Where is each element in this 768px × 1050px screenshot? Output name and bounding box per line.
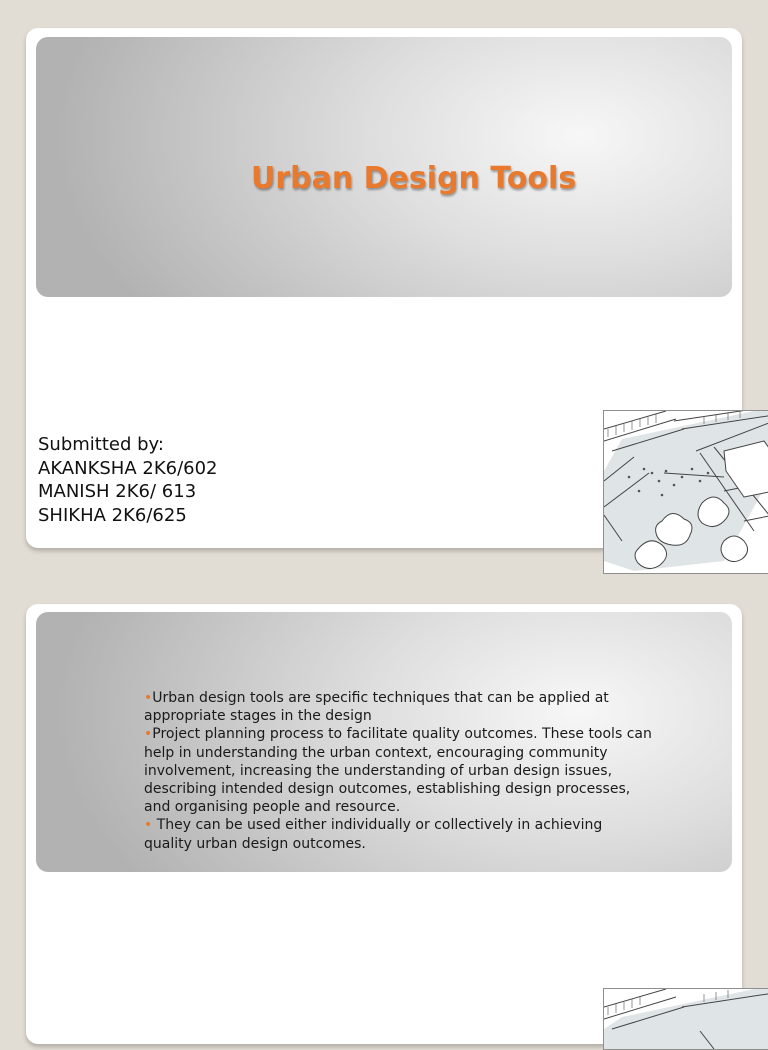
bullet-marker: • (144, 726, 153, 743)
submitted-heading: Submitted by: (38, 434, 164, 455)
urban-sketch-image-partial (603, 988, 768, 1050)
urban-sketch-image (603, 410, 768, 574)
member-name: AKANKSHA 2K6/602 (38, 457, 218, 479)
bullet-item: •Urban design tools are specific techniques that can be applied at appropriate stages in the design (144, 690, 609, 725)
member-name: MANISH 2K6/ 613 (38, 481, 197, 502)
slide-2 (26, 604, 742, 1044)
bullet-marker: • (144, 690, 153, 706)
bullet-marker: • (144, 817, 153, 834)
bullet-item: • They can be used either individually or collectively in achieving quality urban design outcomes. (144, 817, 603, 852)
bullet-list (144, 689, 654, 853)
content-banner (36, 612, 732, 872)
bullet-item: •Project planning process to facilitate quality outcomes. These tools can help in understanding the urban context, encouraging community involvement, increasing the understanding of urban design issues, describing intended design outcomes, establishing design processes, and organising people and resource. (144, 726, 652, 816)
slide-title: Urban Design Tools (251, 161, 577, 196)
title-banner (36, 37, 732, 297)
submitted-by-block (38, 433, 218, 527)
member-name: SHIKHA 2K6/625 (38, 504, 187, 526)
